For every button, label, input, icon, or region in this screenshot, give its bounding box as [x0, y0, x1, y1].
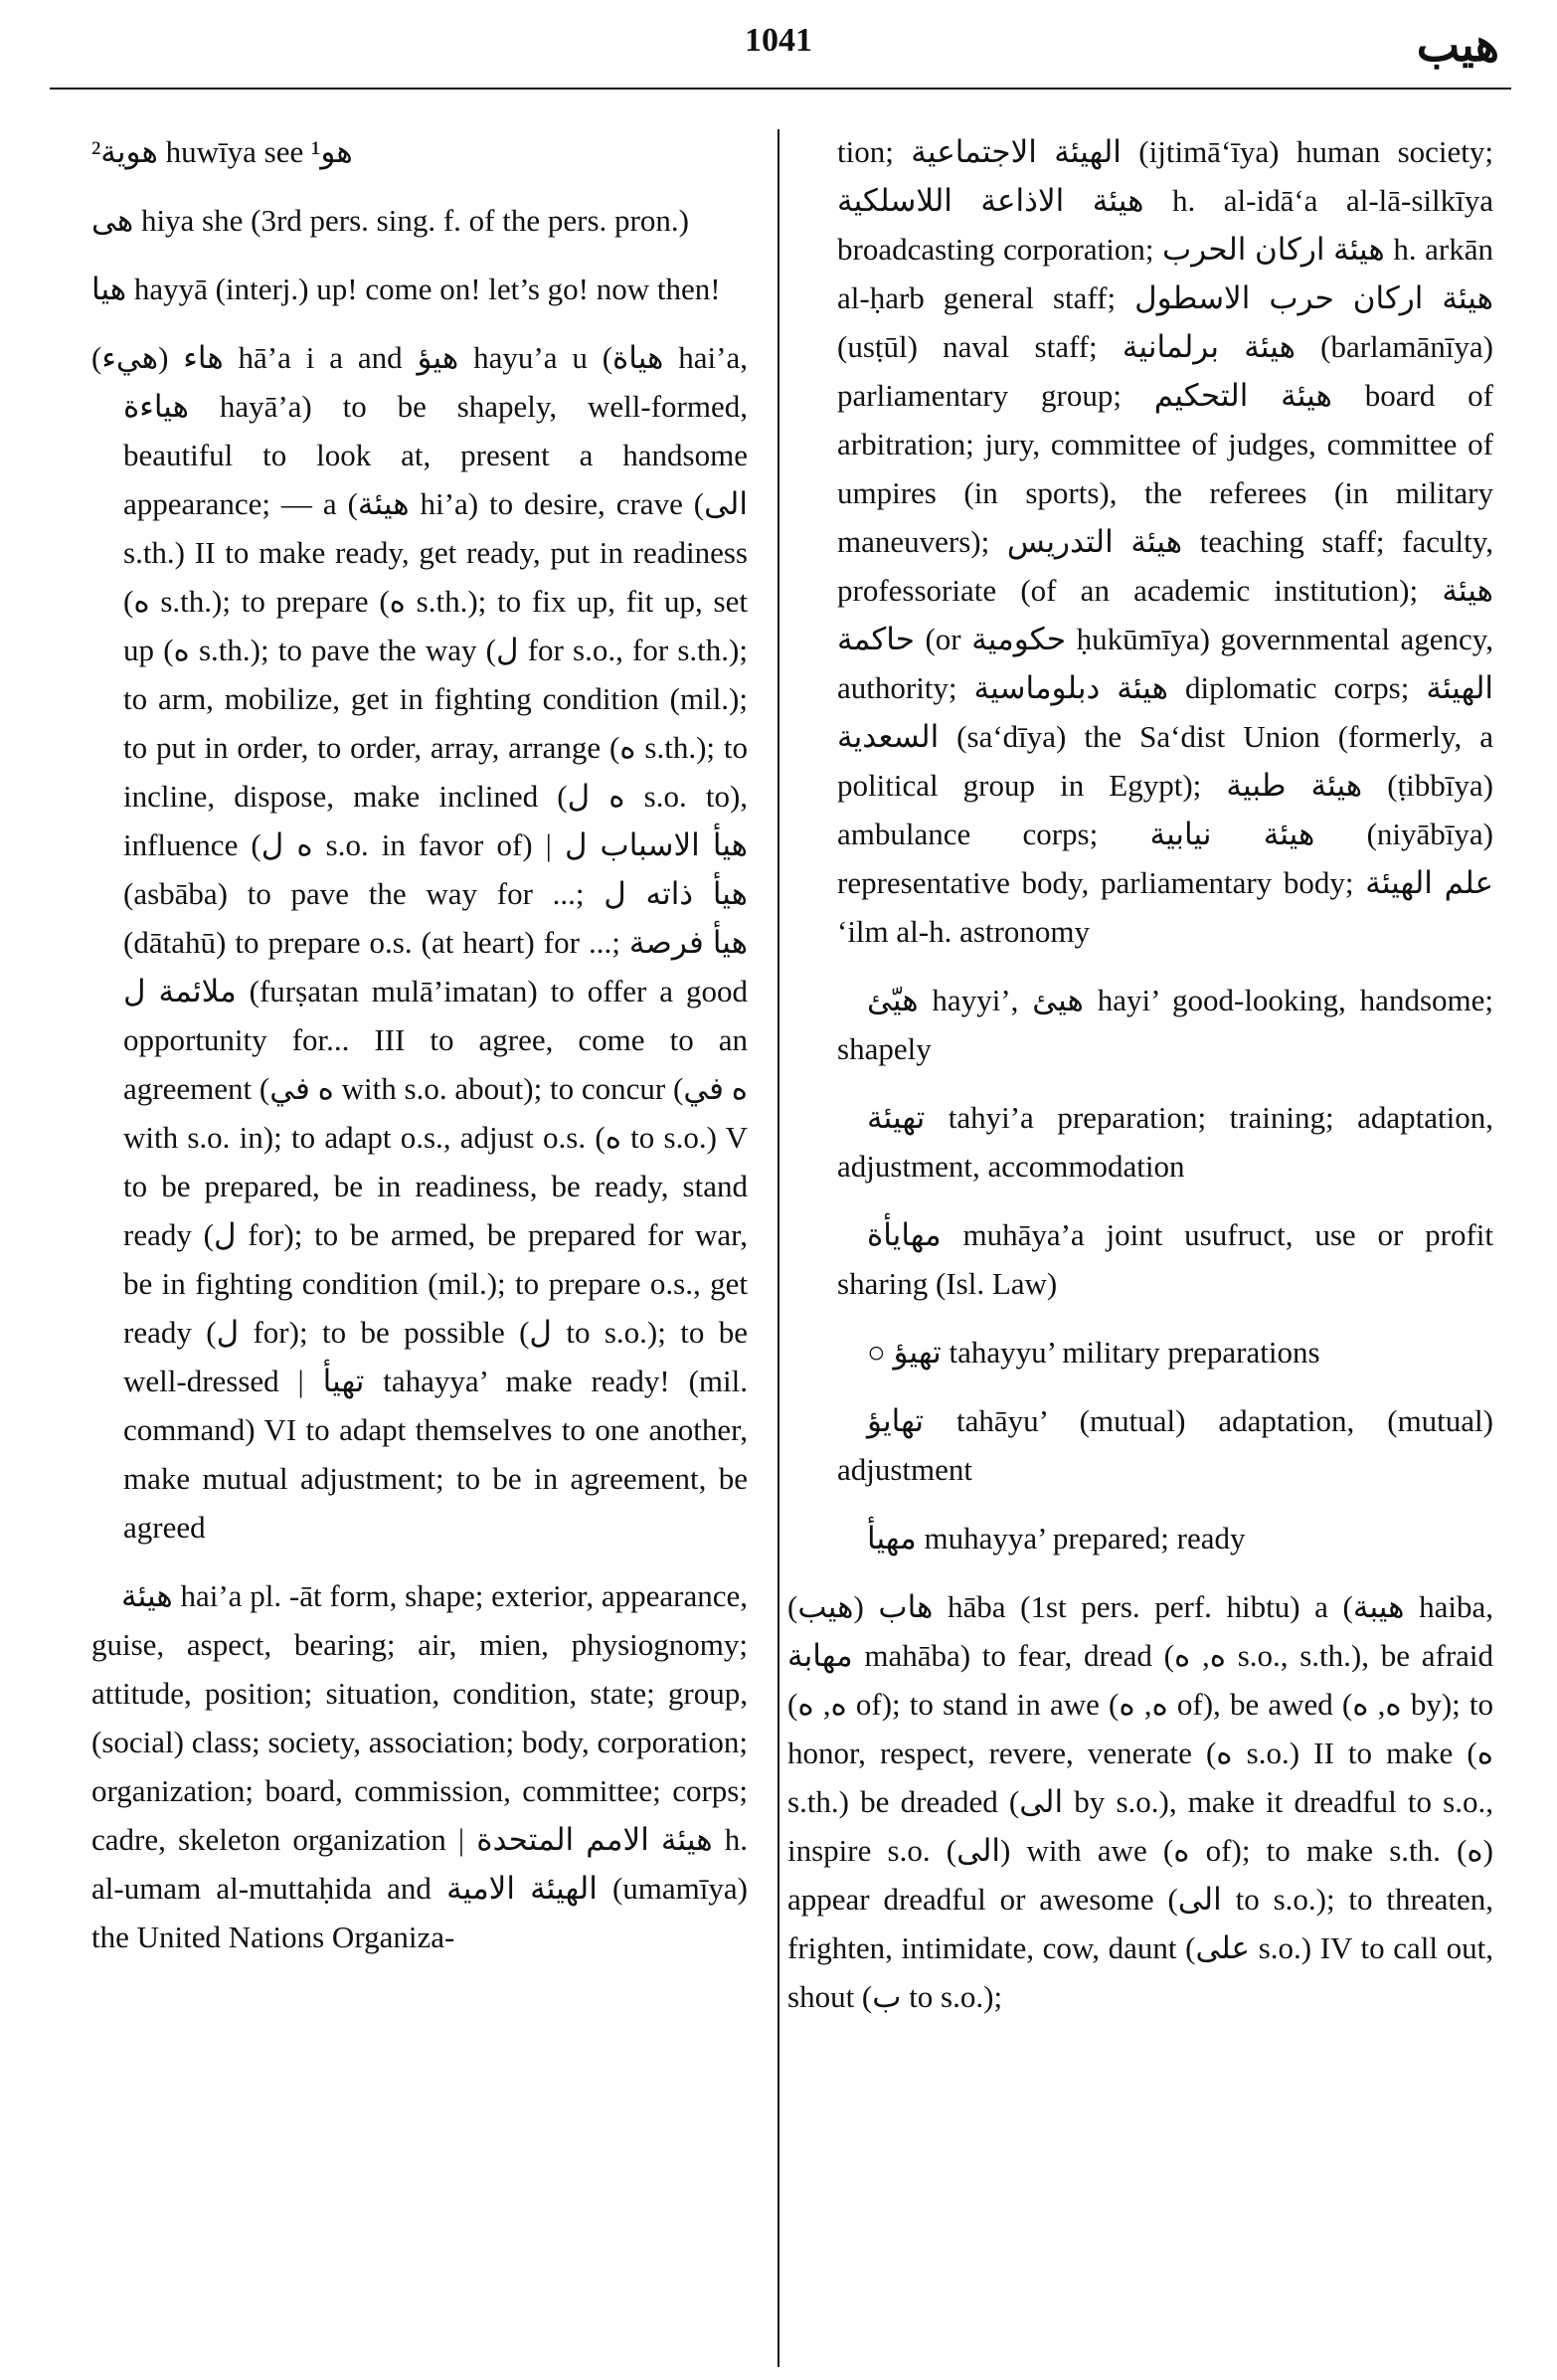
left-column — [91, 127, 748, 1981]
column-divider — [778, 129, 779, 2367]
entry-huwiya: ²هوية huwīya see ¹هو — [91, 134, 353, 169]
entry-tahyia: تهيئة tahyi’a preparation; training; adaptation, adjustment, accommodation — [837, 1100, 1493, 1184]
entry-haba-root: (هيب) هاب hāba (1st pers. perf. hibtu) a (هيبة haiba, مهابة mahāba) to fear, dread (ه, ه s.o., s.th.), be afraid (ه, ه of); to stand in awe (ه, ه of), be awed (ه, ه by); to honor, respect, revere, venerate (ه s.o.) II to make (ه s.th.) be dreaded (الى by s.o.), make it dreadful to s.o., inspire s.o. (الى) with awe (ه of); to make s.th. (ه) appear dreadful or awesome (الى to s.o.); to threaten, frighten, intimidate, cow, daunt (على s.o.) IV to call out, shout (ب to s.o.); — [787, 1589, 1494, 2014]
entry-haia: هيئة hai’a pl. -āt form, shape; exterior, appearance, guise, aspect, bearing; air, mien, physiognomy; attitude, position; situation, condition, state; group, (social) class; society, association; body, corporation; organization; board, commission, committee; corps; cadre, skeleton organization | هيئة الامم المتحدة h. al-umam al-muttaḥida and الهيئة الامية (umamīya) the United Nations Organiza- — [91, 1578, 748, 1954]
entry-muhayaa: مهايأة muhāya’a joint usufruct, use or profit sharing (Isl. Law) — [837, 1217, 1493, 1301]
entry-tahayyu: ○ تهيؤ tahayyu’ military preparations — [867, 1335, 1320, 1370]
entry-hiya: هى hiya she (3rd pers. sing. f. of the pers. pron.) — [91, 203, 689, 238]
entry-tahayu: تهايؤ tahāyu’ (mutual) adaptation, (mutual) adjustment — [837, 1403, 1493, 1487]
page-number: 1041 — [745, 22, 812, 59]
header-rule — [50, 88, 1511, 90]
entry-muhayya: مهيأ muhayya’ prepared; ready — [867, 1521, 1246, 1556]
entry-haia-continued: tion; الهيئة الاجتماعية (ijtimā‘īya) human society; هيئة الاذاعة اللاسلكية h. al-idā‘a al-lā-silkīya broadcasting corporation; هيئة اركان الحرب h. arkān al-ḥarb general staff; هيئة اركان حرب الاسطول (usṭūl) naval staff; هيئة برلمانية (barlamānīya) parliamentary group; هيئة التحكيم board of arbitration; jury, committee of judges, committee of umpires (in sports), the referees (in military maneuvers); هيئة التدريس teaching staff; faculty, professoriate (of an academic institution); هيئة حاكمة (or حكومية ḥukūmīya) governmental agency, authority; هيئة دبلوماسية diplomatic corps; الهيئة السعدية (sa‘dīya) the Sa‘dist Union (formerly, a political group in Egypt); هيئة طبية (ṭibbīya) ambulance corps; هيئة نيابية (niyābīya) representative body, parliamentary body; علم الهيئة ‘ilm al-h. astronomy — [837, 134, 1494, 949]
running-head: هيب — [1416, 20, 1499, 71]
right-column — [787, 127, 1494, 2041]
entry-hayyi: هيّئ hayyi’, هيئ hayi’ good-looking, handsome; shapely — [837, 983, 1493, 1066]
entry-haa-root: (هيء) هاء hā’a i a and هيؤ hayu’a u (هياة hai’a, هياءة hayā’a) to be shapely, well-formed, beautiful to look at, present a handsome appearance; — a (هيئة hi’a) to desire, crave (الى s.th.) II to make ready, get ready, put in readiness (ه s.th.); to prepare (ه s.th.); to fix up, fit up, set up (ه s.th.); to pave the way (ل for s.o., for s.th.); to arm, mobilize, get in fighting condition (mil.); to put in order, to order, array, arrange (ه s.th.); to incline, dispose, make inclined (ه ل s.o. to), influence (ه ل s.o. in favor of) | هيأ الاسباب ل (asbāba) to pave the way for ...; هيأ ذاته ل (dātahū) to prepare o.s. (at heart) for ...; هيأ فرصة ملائمة ل (furṣatan mulā’imatan) to offer a good opportunity for... III to agree, come to an agreement (ه في with s.o. about); to concur (ه في with s.o. in); to adapt o.s., adjust o.s. (ه to s.o.) V to be prepared, be in readiness, be ready, stand ready (ل for); to be armed, be prepared for war, be in fighting condition (mil.); to prepare o.s., get ready (ل for); to be possible (ل to s.o.); to be well-dressed | تهيأ tahayya’ make ready! (mil. command) VI to adapt themselves to one another, make mutual adjustment; to be in agreement, be agreed — [91, 340, 749, 1545]
entry-hayya: هيا hayyā (interj.) up! come on! let’s go! now then! — [91, 272, 721, 306]
